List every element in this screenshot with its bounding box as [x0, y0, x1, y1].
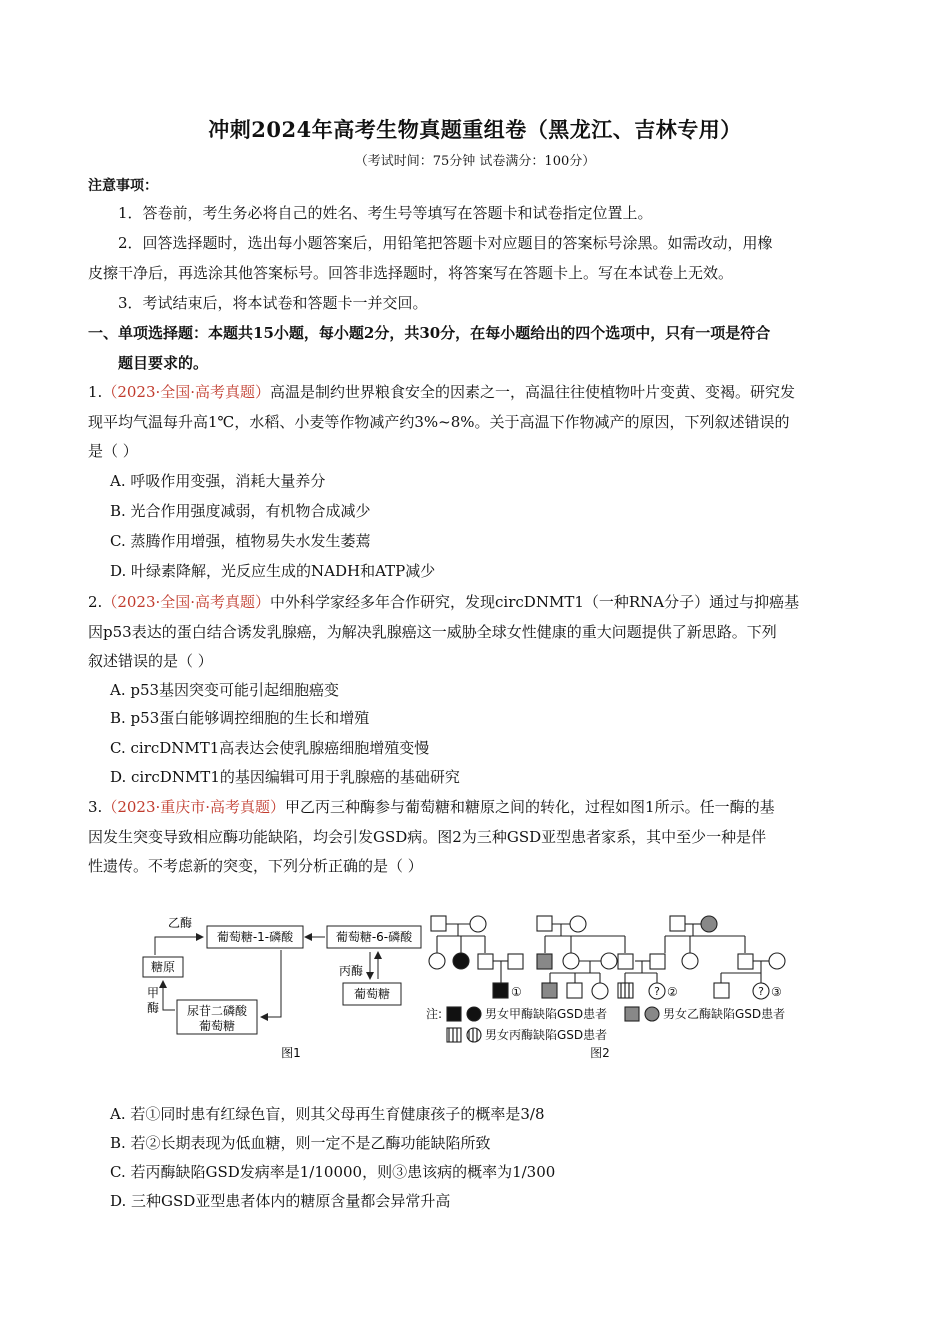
label-udpg-2: 葡萄糖 — [198, 1019, 236, 1033]
section-heading-line-1: 一、单项选择题：本题共15小题，每小题2分，共30分，在每小题给出的四个选项中，只有一项是符合 — [88, 324, 771, 342]
pedigree-male — [650, 954, 665, 969]
legend-bing-label: 男女丙酶缺陷GSD患者 — [485, 1028, 608, 1042]
question-1-stem-line-2: 现平均气温每升高1℃，水稻、小麦等作物减产约3%~8%。关于高温下作物减产的原因，下列叙述错误的 — [88, 413, 790, 431]
question-source: （2023·重庆市·高考真题） — [102, 798, 286, 816]
question-text: 中外科学家经多年合作研究，发现circDNMT1（一种RNA分子）通过与抑癌基 — [270, 593, 800, 611]
question-3-stem-line-2: 因发生突变导致相应酶功能缺陷，均会引发GSD病。图2为三种GSD亚型患者家系，其中至少一种是伴 — [88, 828, 767, 846]
page-subtitle: （考试时间：75分钟 试卷满分：100分） — [354, 154, 596, 169]
question-source: （2023·全国·高考真题） — [102, 383, 271, 401]
pedigree-male — [537, 916, 552, 931]
notice-item-1: 1．答卷前，考生务必将自己的姓名、考生号等填写在答题卡和试卷指定位置上。 — [118, 204, 653, 222]
notice-heading: 注意事项： — [88, 178, 158, 194]
figure-svg — [135, 905, 815, 1065]
label-glucose: 葡萄糖 — [353, 987, 391, 1001]
figure-1-pathway — [143, 915, 421, 1060]
pedigree-female-yi-affected — [701, 916, 717, 932]
figure-1-caption: 图1 — [281, 1046, 301, 1060]
question-2-option-a: A. p53基因突变可能引起细胞癌变 — [110, 681, 340, 699]
pedigree-female — [601, 953, 617, 969]
question-3-figures — [135, 905, 815, 1065]
page-title: 冲刺2024年高考生物真题重组卷（黑龙江、吉林专用） — [208, 117, 742, 142]
pedigree-female — [429, 953, 445, 969]
legend-female-bing — [467, 1028, 481, 1042]
pedigree-female — [570, 916, 586, 932]
question-2-option-d: D. circDNMT1的基因编辑可用于乳腺癌的基础研究 — [110, 768, 460, 786]
marker-1: ① — [511, 985, 522, 999]
pedigree-male-jia-affected — [493, 983, 508, 998]
label-udpg-1: 尿苷二磷酸 — [186, 1004, 248, 1018]
label-enzyme-bing: 丙酶 — [339, 964, 364, 978]
question-3-option-d: D. 三种GSD亚型患者体内的糖原含量都会异常升高 — [110, 1192, 451, 1210]
question-2-option-b: B. p53蛋白能够调控细胞的生长和增殖 — [110, 709, 370, 727]
notice-item-2-line-1: 2．回答选择题时，选出每小题答案后，用铅笔把答题卡对应题目的答案标号涂黑。如需改动，用橡 — [118, 234, 773, 252]
question-number: 1. — [88, 383, 103, 401]
unknown-mark: ? — [654, 985, 660, 998]
pedigree-female-jia-affected — [453, 953, 469, 969]
legend-male-jia — [447, 1007, 461, 1021]
legend-female-yi — [645, 1007, 659, 1021]
pedigree-male-yi-affected — [542, 983, 557, 998]
unknown-mark: ? — [758, 985, 764, 998]
question-3-stem-line-3: 性遗传。不考虑新的突变，下列分析正确的是（ ） — [88, 857, 423, 875]
pedigree-male — [508, 954, 523, 969]
pedigree-male-bing-affected — [618, 983, 633, 998]
arrow-glycogen-to-g1p — [155, 937, 203, 955]
question-1-option-b: B. 光合作用强度减弱，有机物合成减少 — [110, 502, 371, 520]
question-1-stem-line-3: 是（ ） — [88, 442, 138, 460]
arrow-udpg-to-glycogen — [163, 981, 175, 1010]
pedigree-male — [670, 916, 685, 931]
question-3-option-c: C. 若丙酶缺陷GSD发病率是1/10000，则③患该病的概率为1/300 — [110, 1163, 556, 1181]
question-3-stem-line-1 — [88, 796, 868, 818]
question-text: 高温是制约世界粮食安全的因素之一，高温往往使植物叶片变黄、变褐。研究发 — [270, 383, 796, 401]
question-2-stem-line-2: 因p53表达的蛋白结合诱发乳腺癌，为解决乳腺癌这一威胁全球女性健康的重大问题提供了新思路。下列 — [88, 623, 777, 641]
question-3-option-a: A. 若①同时患有红绿色盲，则其父母再生育健康孩子的概率是3/8 — [110, 1105, 545, 1123]
label-g6p: 葡萄糖-6-磷酸 — [335, 930, 413, 944]
label-enzyme-jia-2: 酶 — [147, 1001, 160, 1015]
label-enzyme-yi: 乙酶 — [168, 916, 193, 930]
marker-2: ② — [667, 985, 678, 999]
question-number: 2. — [88, 593, 103, 611]
pedigree-male — [738, 954, 753, 969]
figure-2-caption: 图2 — [590, 1046, 610, 1060]
legend-male-yi — [625, 1007, 639, 1021]
notice-item-2-line-2: 皮擦干净后，再选涂其他答案标号。回答非选择题时，将答案写在答题卡上。写在本试卷上无效。 — [88, 264, 734, 282]
pedigree-male — [618, 954, 633, 969]
pedigree-male — [714, 983, 729, 998]
question-number: 3. — [88, 798, 103, 816]
pedigree-male — [478, 954, 493, 969]
pedigree-female — [563, 953, 579, 969]
legend-female-jia — [467, 1007, 481, 1021]
pedigree-male — [567, 983, 582, 998]
pedigree-female — [470, 916, 486, 932]
question-1-stem-line-1 — [88, 381, 868, 403]
pedigree-female — [769, 953, 785, 969]
question-text: 甲乙丙三种酶参与葡萄糖和糖原之间的转化，过程如图1所示。任一酶的基 — [285, 798, 775, 816]
question-1-option-d: D. 叶绿素降解，光反应生成的NADH和ATP减少 — [110, 562, 436, 580]
question-source: （2023·全国·高考真题） — [102, 593, 271, 611]
pedigree-female — [592, 983, 608, 999]
legend-note-prefix: 注: — [426, 1007, 443, 1021]
question-2-stem-line-3: 叙述错误的是（ ） — [88, 652, 213, 670]
marker-3: ③ — [771, 985, 782, 999]
legend-male-bing — [447, 1028, 461, 1042]
figure-2-pedigree — [426, 916, 785, 1060]
question-1-option-c: C. 蒸腾作用增强，植物易失水发生萎蔫 — [110, 532, 371, 550]
legend-yi-label: 男女乙酶缺陷GSD患者 — [663, 1007, 786, 1021]
question-3-option-b: B. 若②长期表现为低血糖，则一定不是乙酶功能缺陷所致 — [110, 1134, 491, 1152]
notice-item-3: 3．考试结束后，将本试卷和答题卡一并交回。 — [118, 294, 428, 312]
pedigree-female — [682, 953, 698, 969]
legend-jia-label: 男女甲酶缺陷GSD患者 — [485, 1007, 608, 1021]
section-heading-line-2: 题目要求的。 — [118, 354, 209, 372]
question-2-stem-line-1 — [88, 591, 868, 613]
pedigree-male-yi-affected — [537, 954, 552, 969]
label-g1p: 葡萄糖-1-磷酸 — [216, 930, 294, 944]
question-2-option-c: C. circDNMT1高表达会使乳腺癌细胞增殖变慢 — [110, 739, 430, 757]
pedigree-male — [431, 916, 446, 931]
arrow-g1p-to-udpg — [261, 950, 281, 1017]
label-enzyme-jia-1: 甲 — [147, 986, 160, 1000]
question-1-option-a: A. 呼吸作用变强，消耗大量养分 — [110, 472, 326, 490]
label-glycogen: 糖原 — [150, 960, 176, 974]
